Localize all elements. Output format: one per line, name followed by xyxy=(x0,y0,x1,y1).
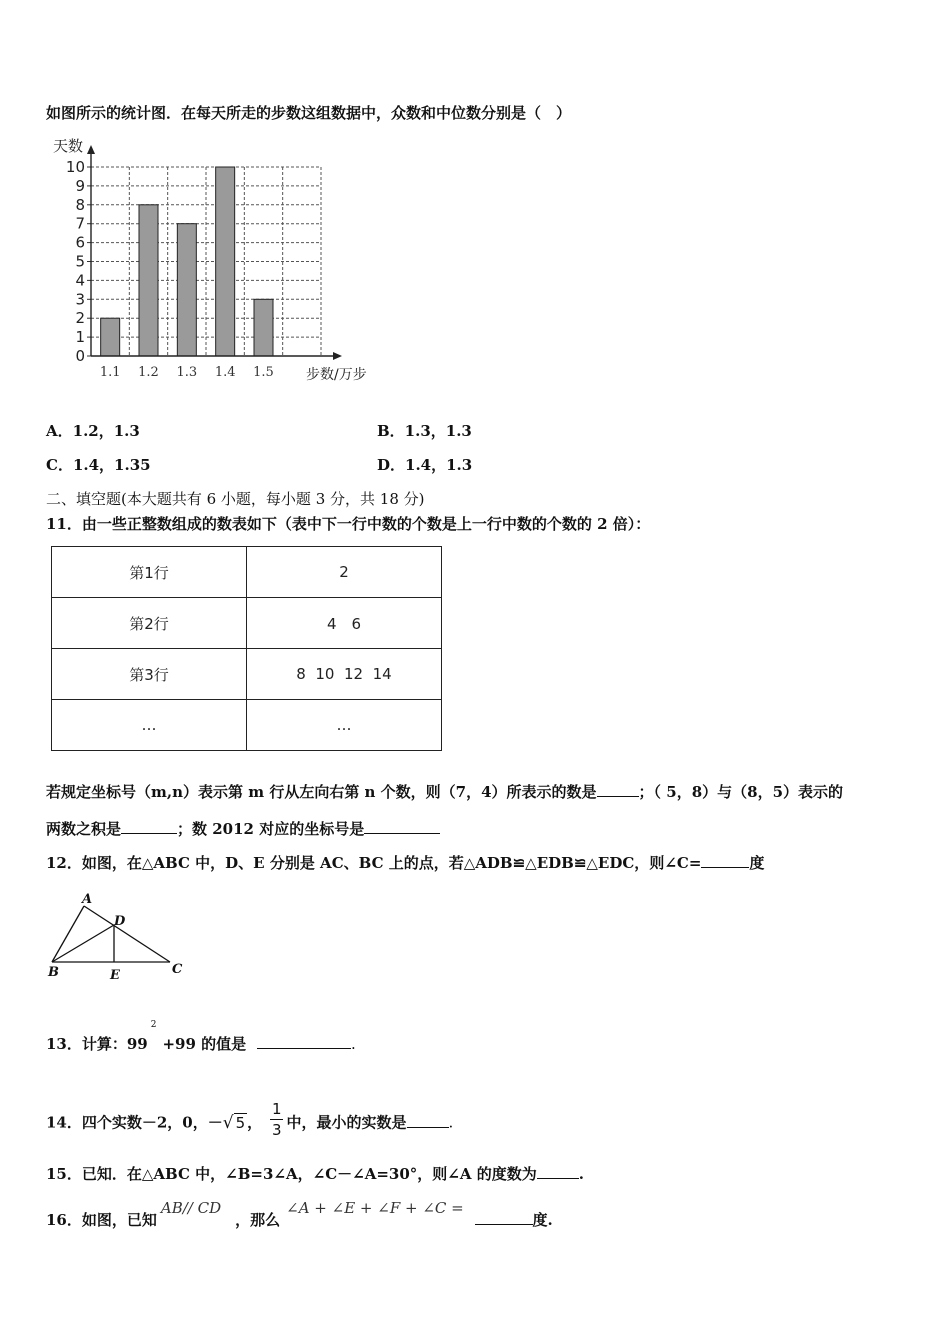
x-tick-label: 1.1 xyxy=(99,365,121,380)
x-axis-arrow-icon xyxy=(333,352,342,360)
fraction-numerator: 1 xyxy=(271,1100,282,1118)
side-ab xyxy=(52,906,84,962)
point-e-label: E xyxy=(110,968,120,983)
y-tick-label: 1 xyxy=(75,328,85,347)
q16-mid: ，那么 xyxy=(235,1211,281,1229)
q16-suffix: 度. xyxy=(532,1211,553,1229)
sqrt-expression xyxy=(223,1114,247,1132)
q14-separator: ， xyxy=(247,1113,263,1132)
row-values: 4 6 xyxy=(247,598,442,649)
sqrt-icon: √ xyxy=(222,1112,234,1133)
y-tick-label: 10 xyxy=(65,158,85,176)
y-tick-label: 4 xyxy=(75,271,85,290)
x-tick-label: 1.2 xyxy=(138,365,159,380)
q11-line1 xyxy=(46,781,843,802)
answer-blank[interactable] xyxy=(257,1034,351,1049)
answer-blank[interactable] xyxy=(475,1210,533,1225)
answer-blank[interactable] xyxy=(121,819,177,834)
row-label: 第1行 xyxy=(52,547,247,598)
answer-blank[interactable] xyxy=(597,782,639,797)
y-tick-label: 7 xyxy=(75,214,85,233)
y-tick-label: 9 xyxy=(75,176,85,195)
point-d-label: D xyxy=(114,914,126,929)
table-row xyxy=(52,547,442,598)
q13-suffix: +99 的值是 xyxy=(162,1035,247,1053)
y-axis-title: 天数 xyxy=(53,137,84,155)
table-row xyxy=(52,700,442,751)
q11-line2-text-b: ；数 2012 对应的坐标号是 xyxy=(177,820,365,838)
y-axis-arrow-icon xyxy=(87,145,95,154)
side-ac xyxy=(84,906,170,962)
row-label: 第3行 xyxy=(52,649,247,700)
y-tick-label: 0 xyxy=(75,347,85,365)
x-tick-label: 1.4 xyxy=(214,365,236,380)
y-tick-label: 3 xyxy=(75,290,85,309)
x-tick-label: 1.5 xyxy=(253,365,274,380)
q16-expression: ∠A + ∠E + ∠F + ∠C = xyxy=(286,1199,464,1217)
row-values: 8 10 12 14 xyxy=(247,649,442,700)
x-axis-title: 步数/万步 xyxy=(306,367,367,383)
q10-option-b: B．1.3，1.3 xyxy=(377,422,472,440)
q13-exponent: 2 xyxy=(150,1020,157,1030)
q13: 13．计算：$99^2+99$ 的值是 . xyxy=(46,1020,356,1053)
bar xyxy=(177,224,196,356)
sqrt-radicand: 5 xyxy=(235,1113,246,1132)
point-a-label: A xyxy=(82,892,93,907)
y-tick-label: 6 xyxy=(75,233,85,252)
bar xyxy=(254,299,273,356)
q14-suffix: 中，最小的实数是 xyxy=(286,1113,407,1132)
q10-option-c: C．1.4，1.35 xyxy=(46,456,151,474)
table-row xyxy=(52,649,442,700)
bar xyxy=(101,318,120,356)
y-tick-label: 5 xyxy=(75,252,85,271)
row-label: … xyxy=(52,700,247,751)
q10-option-a: A．1.2，1.3 xyxy=(46,422,140,440)
q11-line1-text-b: ；（ 5，8）与（8，5）表示的 xyxy=(638,783,844,801)
q12-stem-text: 12．如图，在△ABC 中，D、E 分别是 AC、BC 上的点，若△ADB≌△EDB≌△EDC，则∠C= xyxy=(46,854,702,872)
q11-line1-text-a: 若规定坐标号（m,n）表示第 m 行从左向右第 n 个数，则（7，4）所表示的数是 xyxy=(46,783,597,801)
point-c-label: C xyxy=(172,962,183,977)
answer-blank[interactable] xyxy=(364,819,440,834)
q12-unit: 度 xyxy=(749,854,765,872)
q15: 15．已知．在△ABC 中，∠B=3∠A，∠C－∠A=30°，则∠A 的度数为 . xyxy=(46,1165,584,1183)
q11-stem: 11．由一些正整数组成的数表如下（表中下一行中数的个数是上一行中数的个数的 2 倍）： xyxy=(46,515,651,533)
row-label: 第2行 xyxy=(52,598,247,649)
x-tick-label: 1.3 xyxy=(176,365,198,380)
q10-stem: 如图所示的统计图．在每天所走的步数这组数据中，众数和中位数分别是（ ） xyxy=(46,104,572,122)
fraction xyxy=(270,1099,284,1140)
q15-text: 15．已知．在△ABC 中，∠B=3∠A，∠C－∠A=30°，则∠A 的度数为 xyxy=(46,1165,537,1183)
answer-blank[interactable] xyxy=(407,1113,449,1128)
section-title: 二、填空题(本大题共有 6 小题，每小题 3 分，共 18 分) xyxy=(46,490,425,508)
q11-line2 xyxy=(46,818,440,839)
triangle-figure xyxy=(44,888,194,988)
row-values: … xyxy=(247,700,442,751)
q12-stem xyxy=(46,852,764,873)
row-values: 2 xyxy=(247,547,442,598)
q11-line2-text-a: 两数之积是 xyxy=(46,820,122,838)
bar xyxy=(216,167,235,356)
q14: 14．四个实数－2，0，－√ 5 ， $\frac{1}{3}$ 中，最小的实数是 . xyxy=(46,1100,454,1139)
segment-bd xyxy=(52,925,114,962)
number-table xyxy=(51,546,442,751)
fraction-denominator: 3 xyxy=(271,1121,282,1139)
q14-prefix: 14．四个实数－2，0，－ xyxy=(46,1113,223,1132)
y-tick-label: 8 xyxy=(75,195,85,214)
point-b-label: B xyxy=(48,965,59,980)
table-row xyxy=(52,598,442,649)
q16-condition: AB// CD xyxy=(160,1199,222,1217)
q13-prefix: 13．计算：99 xyxy=(46,1035,148,1053)
answer-blank[interactable] xyxy=(537,1164,579,1179)
bar xyxy=(139,205,158,356)
answer-blank[interactable] xyxy=(701,853,749,868)
q16-prefix: 16．如图，已知 xyxy=(46,1211,157,1229)
y-tick-label: 2 xyxy=(75,309,85,328)
step-bar-chart xyxy=(44,133,394,388)
q16 xyxy=(46,1199,553,1230)
q10-option-d: D．1.4，1.3 xyxy=(377,456,473,474)
